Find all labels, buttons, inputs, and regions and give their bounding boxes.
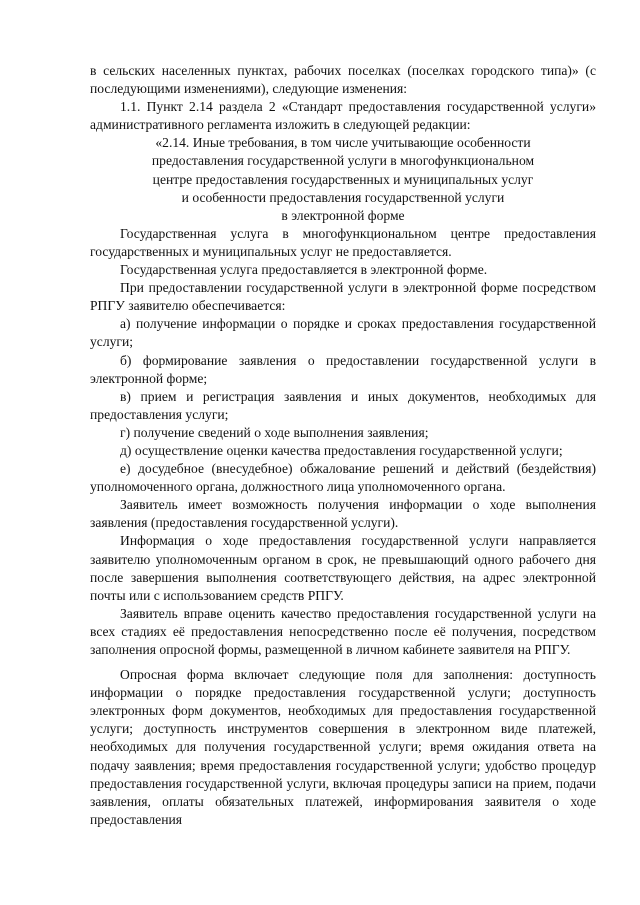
body-paragraph: Государственная услуга в многофункциональном центре предоставления государственных и муниципальных услуг не предоставляется. [90,225,596,259]
body-paragraph: Информация о ходе предоставления государственной услуги направляется заявителю уполномоченным органом в срок, не превышающий одного рабочего дня после завершения выполнения соответствующего действия, на адрес электронной почты или с использованием средств РПГУ. [90,533,596,603]
body-paragraph: Заявитель имеет возможность получения информации о ходе выполнения заявления (предоставления государственной услуги). [90,497,596,531]
section-heading [90,134,596,224]
body-paragraph: Заявитель вправе оценить качество предоставления государственной услуги на всех стадиях её предоставления непосредственно после её получения, посредством заполнения опросной формы, размещенной в личном кабинете заявителя на РПГУ. [90,605,596,657]
survey-form-paragraph: Опросная форма включает следующие поля для заполнения: доступность информации о порядке предоставления государственной услуги; доступность электронных форм документов, необходимых для предоставления государственной услуги; доступность инструментов совершения в электронном виде платежей, необходимых для получения государственной услуги; время ожидания ответа на подачу заявления; время предоставления государственной услуги; удобство процедур предоставления государственной услуги, включая процедуры записи на прием, подачи заявления, оплаты обязательных платежей, информирования заявителя о ходе предоставления [90,667,596,827]
list-item-g: г) получение сведений о ходе выполнения заявления; [120,424,429,440]
item-1-1-paragraph: 1.1. Пункт 2.14 раздела 2 «Стандарт предоставления государственной услуги» административного регламента изложить в следующей редакции: [90,99,596,133]
body-paragraph: Государственная услуга предоставляется в электронной форме. [120,262,488,278]
list-item-e: е) досудебное (внесудебное) обжалование решений и действий (бездействия) уполномоченного органа, должностного лица уполномоченного органа. [90,461,596,495]
list-item-v: в) прием и регистрация заявления и иных документов, необходимых для предоставления услуги; [90,388,596,422]
list-item-d: д) осуществление оценки качества предоставления государственной услуги; [120,442,563,458]
heading-line: «2.14. Иные требования, в том числе учитывающие особенности [155,135,531,151]
heading-line: и особенности предоставления государственной услуги [181,189,505,205]
heading-line: в электронной форме [281,207,405,223]
document-page [90,62,596,829]
list-item-a: а) получение информации о порядке и сроках предоставления государственной услуги; [90,316,596,350]
paragraph-spacer [90,659,596,666]
list-item-b: б) формирование заявления о предоставлении государственной услуги в электронной форме; [90,352,596,386]
body-paragraph: При предоставлении государственной услуги в электронной форме посредством РПГУ заявителю обеспечивается: [90,280,596,314]
heading-line: предоставления государственной услуги в многофункциональном [151,153,535,169]
heading-line: центре предоставления государственных и муниципальных услуг [152,171,534,187]
intro-paragraph: в сельских населенных пунктах, рабочих поселках (поселках городского типа)» (с последующими изменениями), следующие изменения: [90,63,596,97]
